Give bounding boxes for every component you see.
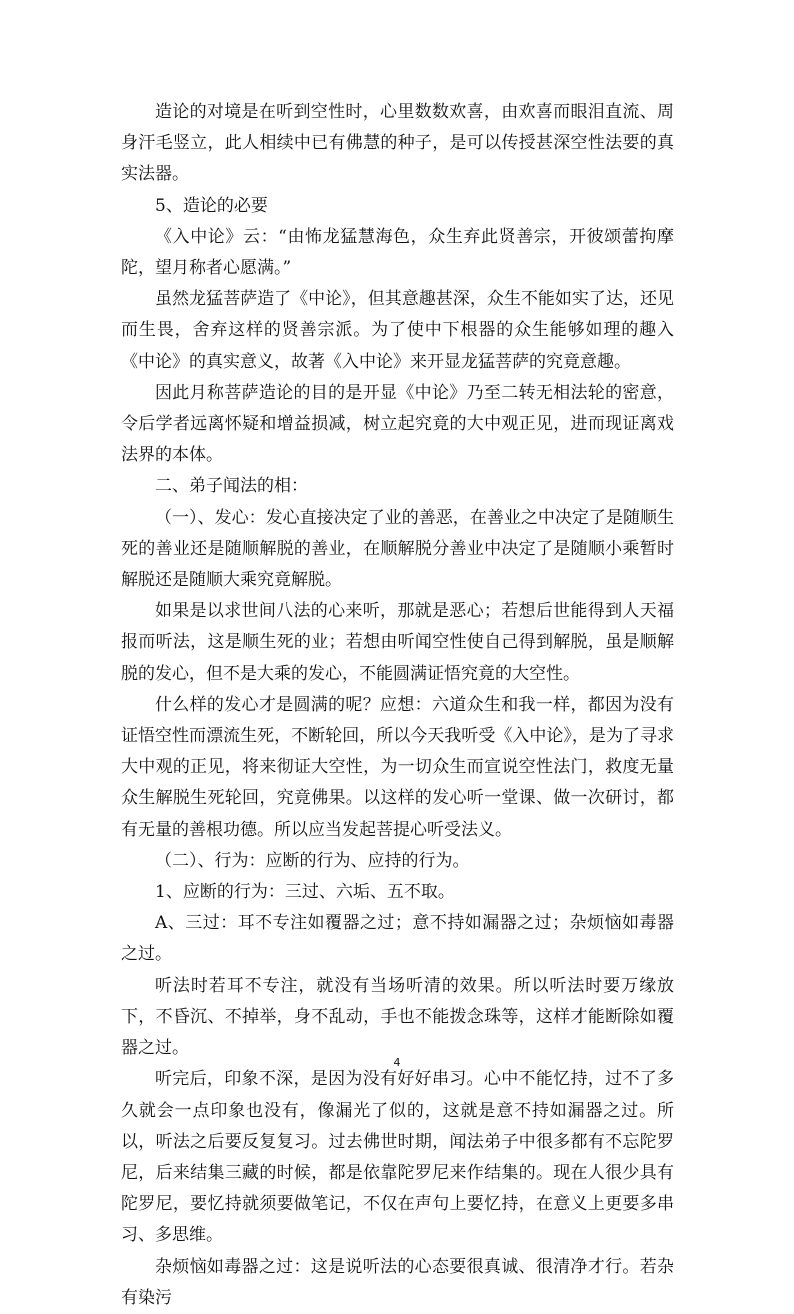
paragraph: 如果是以求世间八法的心来听，那就是恶心；若想后世能得到人天福报而听法，这是顺生死的业；若想由听闻空性使自己得到解脱，虽是顺解脱的发心，但不是大乘的发心，不能圆满证悟究竟的大空性。: [121, 601, 674, 684]
subsection-heading: （二）、行为：应断的行为、应持的行为。: [155, 850, 470, 871]
quotation-paragraph: 《入中论》云：“由怖龙猛慧海色，众生弃此贤善宗，开彼颂蕾拘摩陀，望月称者心愿满。”: [121, 226, 674, 279]
paragraph: 听法时若耳不专注，就没有当场听清的效果。所以听法时要万缘放下，不昏沉、不掉举，身不乱动，手也不能拨念珠等，这样才能断除如覆器之过。: [121, 975, 674, 1059]
section-heading: 二、弟子闻法的相：: [155, 476, 308, 497]
paragraph: 虽然龙猛菩萨造了《中论》，但其意趣甚深，众生不能如实了达，还见而生畏，舍弃这样的贤善宗派。为了使中下根器的众生能够如理的趣入《中论》的真实意义，故著《入中论》来开显龙猛菩萨的究竟意趣。: [121, 289, 674, 372]
list-heading: 1、应断的行为：三过、六垢、五不取。: [155, 882, 455, 903]
body-text: [121, 97, 674, 1314]
paragraph: 杂烦恼如毒器之过：这是说听法的心态要很真诚、很清净才行。若杂有染污: [121, 1256, 674, 1308]
section-heading: 5、造论的必要: [155, 195, 268, 216]
paragraph: 因此月称菩萨造论的目的是开显《中论》乃至二转无相法轮的密意，令后学者远离怀疑和增益损减，树立起究竟的大中观正见，进而现证离戏法界的本体。: [121, 382, 674, 466]
page-number: 4: [393, 1056, 401, 1069]
list-item: A、三过：耳不专注如覆器之过；意不持如漏器之过；杂烦恼如毒器之过。: [121, 913, 674, 965]
paragraph: （一）、发心：发心直接决定了业的善恶，在善业之中决定了是随顺生死的善业还是随顺解脱的善业，在顺解脱分善业中决定了是随顺小乘暂时解脱还是随顺大乘究竟解脱。: [121, 507, 674, 591]
paragraph: 造论的对境是在听到空性时，心里数数欢喜，由欢喜而眼泪直流、周身汗毛竖立，此人相续中已有佛慧的种子，是可以传授甚深空性法要的真实法器。: [121, 102, 674, 185]
paragraph: 什么样的发心才是圆满的呢？应想：六道众生和我一样，都因为没有证悟空性而漂流生死，不断轮回，所以今天我听受《入中论》，是为了寻求大中观的正见，将来彻证大空性，为一切众生而宣说空性法门，救度无量众生解脱生死轮回，究竟佛果。以这样的发心听一堂课、做一次研讨，都有无量的善根功德。所以应当发起菩提心听受法义。: [121, 694, 674, 840]
paragraph: 听完后，印象不深，是因为没有好好串习。心中不能忆持，过不了多久就会一点印象也没有，像漏光了似的，这就是意不持如漏器之过。所以，听法之后要反复复习。过去佛世时期，闻法弟子中很多都有不忘陀罗尼，后来结集三藏的时候，都是依靠陀罗尼来作结集的。现在人很少具有陀罗尼，要忆持就须要做笔记，不仅在声句上要忆持，在意义上更要多串习、多思维。: [121, 1069, 674, 1246]
